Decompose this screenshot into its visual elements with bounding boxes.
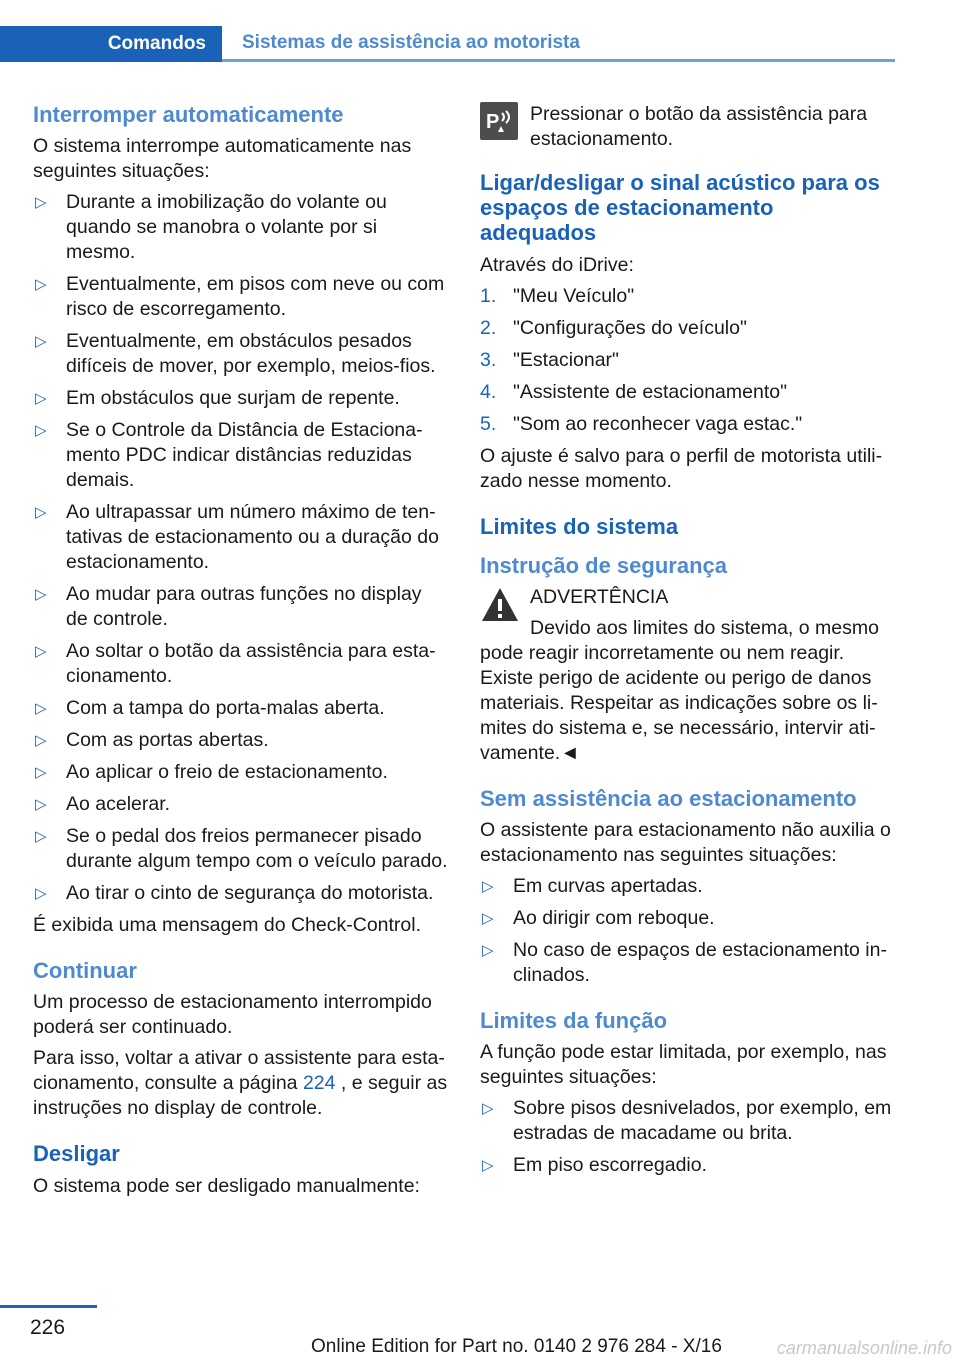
triangle-bullet-icon: ▷ (35, 643, 47, 660)
heading-limites-sistema: Limites do sistema (480, 514, 679, 539)
list-item: ▷ Ao ultrapassar um número máximo de tentativas de estacionamento ou a duração do estacionamento. (35, 501, 439, 573)
paragraph-reactivate: Para isso, voltar a ativar o assistente para estacionamento, consulte a página 224 , e seguir as instruções no display de controle. (33, 1047, 448, 1119)
footer-rule (0, 1305, 97, 1308)
paragraph-press-button: Pressionar o botão da assistência para estacionamento. (530, 103, 868, 150)
list-item: ▷ Durante a imobilização do volante ou quando se manobra o volante por si mesmo. (35, 191, 387, 263)
list-item: ▷ Em curvas apertadas. (482, 875, 703, 897)
park-assist-icon (480, 102, 518, 140)
triangle-bullet-icon: ▷ (35, 504, 47, 521)
list-item: ▷ Em obstáculos que surjam de repente. (35, 387, 400, 409)
warning-title: ADVERTÊNCIA (530, 586, 669, 608)
list-item[interactable]: 4. "Assistente de estacionamento" (480, 381, 787, 403)
warning-block (480, 585, 895, 610)
list-item: ▷ Com as portas abertas. (35, 729, 269, 751)
triangle-bullet-icon: ▷ (35, 700, 47, 717)
list-item: ▷ Ao dirigir com reboque. (482, 907, 715, 929)
page-link[interactable]: 224 (302, 1072, 336, 1094)
paragraph-saved: O ajuste é salvo para o perfil de motorista utilizado nesse momento. (480, 445, 883, 492)
triangle-bullet-icon: ▷ (35, 796, 47, 813)
list-item: ▷ Ao mudar para outras funções no display de controle. (35, 583, 422, 630)
paragraph-funclimits: A função pode estar limitada, por exemplo, nas seguintes situações: (480, 1041, 887, 1088)
heading-interromper: Interromper automaticamente (33, 102, 344, 127)
list-item: ▷ Ao tirar o cinto de segurança do motorista. (35, 882, 434, 904)
triangle-bullet-icon: ▷ (35, 333, 47, 350)
triangle-bullet-icon: ▷ (482, 878, 494, 895)
triangle-bullet-icon: ▷ (35, 764, 47, 781)
triangle-bullet-icon: ▷ (35, 422, 47, 439)
triangle-bullet-icon: ▷ (35, 194, 47, 211)
triangle-bullet-icon: ▷ (35, 276, 47, 293)
paragraph-disable: O sistema pode ser desligado manualmente: (33, 1175, 420, 1197)
triangle-bullet-icon: ▷ (35, 586, 47, 603)
right-column (480, 102, 895, 1185)
watermark: carmanualsonline.info (776, 1338, 952, 1358)
heading-sem-assistencia: Sem assistência ao estacionamento (480, 786, 857, 811)
noassist-list (480, 874, 895, 988)
interrupt-list (33, 190, 448, 906)
list-item: ▷ Se o Controle da Distância de Estacionamento PDC indicar distâncias reduzidas demais. (35, 419, 423, 491)
list-item: ▷ Ao soltar o botão da assistência para estacionamento. (35, 640, 436, 687)
heading-continuar: Continuar (33, 958, 137, 983)
list-item: ▷ Em piso escorregadio. (482, 1154, 708, 1176)
paragraph-idrive: Através do iDrive: (480, 254, 634, 276)
list-item[interactable]: 1. "Meu Veículo" (480, 285, 635, 307)
edition-note: Online Edition for Part no. 0140 2 976 284 - X/16 (311, 1336, 722, 1357)
tab-comandos[interactable]: Comandos (0, 26, 222, 62)
triangle-bullet-icon: ▷ (35, 732, 47, 749)
list-item[interactable]: 5. "Som ao reconhecer vaga estac." (480, 413, 803, 435)
heading-sound: Ligar/desligar o sinal acústico para os espaços de estacionamento adequados (480, 170, 880, 245)
heading-limites-funcao: Limites da função (480, 1008, 668, 1033)
page-number: 226 (30, 1316, 66, 1339)
list-item: ▷ Sobre pisos desnivelados, por exemplo, em estradas de macadame ou brita. (482, 1097, 892, 1144)
warning-text: Devido aos limites do sistema, o mesmo pode reagir incorretamente ou nem reagir. Existe perigo de acidente ou perigo de danos materiais. Respeitar as indicações sobre os limites do sistema e, se necessário, intervir ativamente.◄ (480, 617, 879, 764)
tab-section-title[interactable]: Sistemas de assistência ao motorista (222, 26, 895, 62)
triangle-bullet-icon: ▷ (35, 828, 47, 845)
list-item: ▷ No caso de espaços de estacionamento inclinados. (482, 939, 887, 986)
paragraph-intro: O sistema interrompe automaticamente nas seguintes situações: (33, 135, 412, 182)
triangle-bullet-icon: ▷ (482, 942, 494, 959)
paragraph-noassist: O assistente para estacionamento não auxilia o estacionamento nas seguintes situações: (480, 819, 891, 866)
list-item: ▷ Se o pedal dos freios permanecer pisado durante algum tempo com o veículo parado. (35, 825, 448, 872)
idrive-steps (480, 284, 895, 437)
heading-seguranca: Instrução de segurança (480, 553, 727, 578)
check-control-note: É exibida uma mensagem do Check-Control. (33, 914, 422, 936)
chapter-header (0, 26, 895, 62)
heading-desligar: Desligar (33, 1141, 120, 1166)
list-item[interactable]: 2. "Configurações do veículo" (480, 317, 747, 339)
list-item[interactable]: 3. "Estacionar" (480, 349, 619, 371)
left-column (33, 102, 448, 1205)
warning-triangle-icon (480, 585, 520, 625)
paragraph-continue: Um processo de estacionamento interrompido poderá ser continuado. (33, 991, 432, 1038)
list-item: ▷ Com a tampa do porta-malas aberta. (35, 697, 385, 719)
list-item: ▷ Eventualmente, em obstáculos pesados difíceis de mover, por exemplo, meios-fios. (35, 330, 436, 377)
list-item: ▷ Eventualmente, em pisos com neve ou com risco de escorregamento. (35, 273, 445, 320)
triangle-bullet-icon: ▷ (482, 1157, 494, 1174)
triangle-bullet-icon: ▷ (35, 390, 47, 407)
park-instruction (480, 102, 895, 152)
list-item: ▷ Ao aplicar o freio de estacionamento. (35, 761, 388, 783)
svg-text:P: P (486, 111, 500, 133)
triangle-bullet-icon: ▷ (482, 910, 494, 927)
funclimits-list (480, 1096, 895, 1178)
triangle-bullet-icon: ▷ (482, 1100, 494, 1117)
list-item: ▷ Ao acelerar. (35, 793, 171, 815)
triangle-bullet-icon: ▷ (35, 885, 47, 902)
